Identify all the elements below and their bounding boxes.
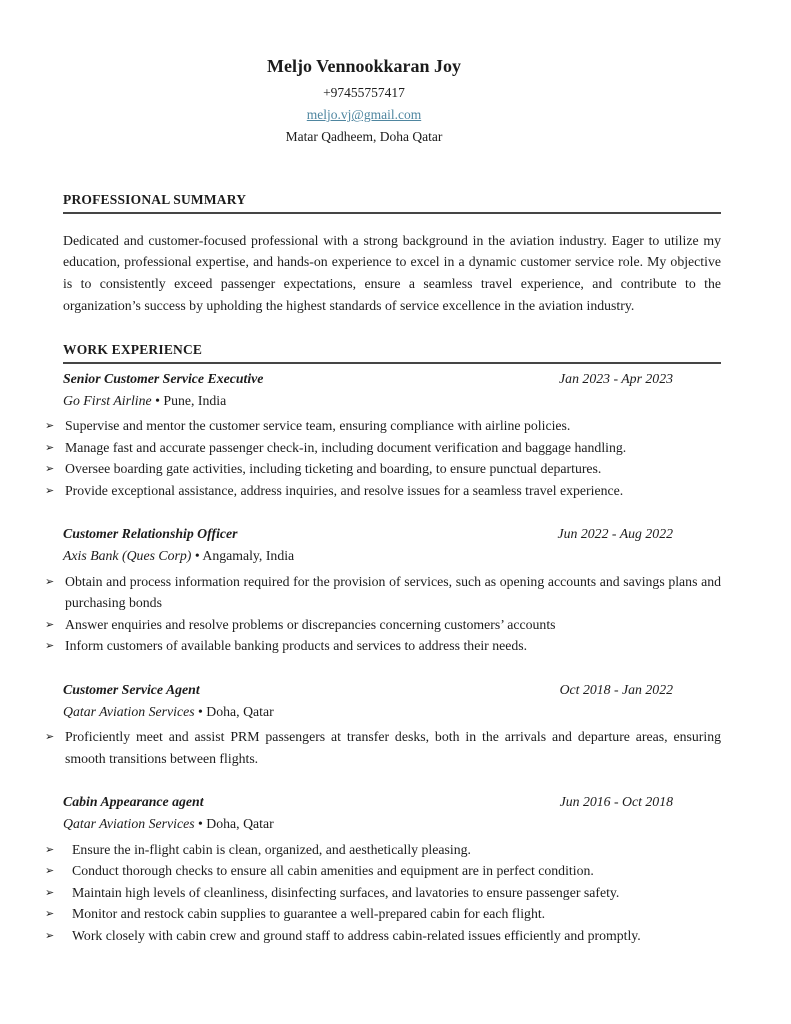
bullet-list: [45, 726, 721, 769]
bullet-item: [45, 726, 721, 769]
job-title-row: [63, 680, 721, 701]
arrow-bullet-icon: ➢: [45, 440, 55, 454]
company-name: Qatar Aviation Services: [63, 816, 195, 831]
bullet-item: [45, 903, 721, 925]
bullet-text: Supervise and mentor the customer service team, ensuring compliance with airline policies.: [65, 418, 571, 434]
arrow-bullet-icon: ➢: [45, 864, 55, 878]
job-dates: Jan 2023 - Apr 2023: [559, 371, 673, 387]
bullet-text: Maintain high levels of cleanliness, disinfecting surfaces, and lavatories to ensure passenger safety.: [72, 884, 620, 900]
arrow-bullet-icon: ➢: [45, 885, 55, 899]
bullet-text: Proficiently meet and assist PRM passengers at transfer desks, both in the arrivals and departure areas, ensuring smooth transitions between flights.: [65, 729, 721, 766]
job-company-row: [63, 391, 721, 412]
bullet-text: Ensure the in-flight cabin is clean, organized, and aesthetically pleasing.: [72, 841, 471, 857]
arrow-bullet-icon: ➢: [45, 928, 55, 942]
job-dates: Jun 2022 - Aug 2022: [557, 526, 673, 542]
address-line: Matar Qadheem, Doha Qatar: [285, 129, 443, 145]
bullet-text: Oversee boarding gate activities, including ticketing and boarding, to ensure punctual departures.: [65, 461, 602, 477]
job-title: Cabin Appearance agent: [63, 794, 204, 810]
bullet-item: [45, 458, 721, 480]
arrow-bullet-icon: ➢: [45, 419, 55, 433]
bullet-item: [45, 437, 721, 459]
bullet-item: [45, 635, 721, 657]
summary-text: Dedicated and customer-focused professional with a strong background in the aviation industry. Eager to utilize my education, professional expertise, and hands-on experience to excel in a dynamic customer service role. My objective is to consistently exceed passenger expectations, ensure a seamless travel experience, and contribute to the organization’s success by upholding the highest standards of service excellence in the aviation industry.: [63, 232, 721, 313]
experience-heading: WORK EXPERIENCE: [63, 342, 721, 364]
bullet-item: [45, 839, 721, 861]
job-entry: [45, 680, 721, 769]
company-name: Qatar Aviation Services: [63, 703, 195, 719]
bullet-text: Manage fast and accurate passenger check-in, including document verification and baggage handling.: [65, 439, 627, 455]
job-entry: [45, 524, 721, 656]
company-name: Go First Airline: [63, 392, 152, 408]
bullet-text: Conduct thorough checks to ensure all cabin amenities and equipment are in perfect condition.: [72, 863, 594, 879]
bullet-item: [45, 860, 721, 882]
arrow-bullet-icon: ➢: [45, 907, 55, 921]
bullet-text: Answer enquiries and resolve problems or discrepancies concerning customers’ accounts: [65, 616, 556, 632]
summary-heading: PROFESSIONAL SUMMARY: [63, 192, 721, 214]
bullet-text: Inform customers of available banking products and services to address their needs.: [65, 638, 528, 654]
bullet-item: [45, 415, 721, 437]
job-title: Senior Customer Service Executive: [63, 371, 264, 387]
job-location: Doha, Qatar: [206, 816, 274, 831]
work-experience-section: [45, 342, 721, 946]
email-line: [63, 104, 665, 126]
bullet-item: [45, 925, 721, 947]
job-title-row: [63, 369, 721, 390]
dot-separator: •: [198, 703, 207, 719]
job-list: [45, 369, 721, 946]
bullet-list: [45, 571, 721, 657]
professional-summary-section: [63, 192, 721, 316]
email-link[interactable]: meljo.vj@gmail.com: [306, 107, 422, 123]
job-title: Customer Relationship Officer: [63, 526, 238, 542]
job-title-row: [63, 792, 721, 813]
job-title: Customer Service Agent: [63, 681, 200, 697]
job-company-row: [63, 546, 721, 567]
bullet-text: Obtain and process information required for the provision of services, such as opening accounts and savings plans and purchasing bonds: [65, 573, 721, 611]
contact-header: [63, 55, 665, 148]
bullet-item: [45, 614, 721, 636]
company-name: Axis Bank (Ques Corp): [63, 548, 192, 564]
dot-separator: •: [194, 548, 203, 564]
job-location: Angamaly, India: [202, 548, 295, 564]
bullet-item: [45, 882, 721, 904]
job-dates: Oct 2018 - Jan 2022: [559, 681, 673, 697]
bullet-list: [45, 415, 721, 501]
job-dates: Jun 2016 - Oct 2018: [559, 794, 673, 810]
arrow-bullet-icon: ➢: [45, 462, 55, 476]
dot-separator: •: [198, 816, 207, 831]
job-company-row: [63, 814, 721, 835]
person-name: Meljo Vennookkaran Joy: [266, 56, 462, 76]
bullet-item: [45, 571, 721, 614]
job-company-row: [63, 702, 721, 723]
bullet-list: [45, 839, 721, 947]
job-location: Pune, India: [163, 392, 227, 408]
job-title-row: [63, 524, 721, 545]
bullet-text: Provide exceptional assistance, address inquiries, and resolve issues for a seamless travel experience.: [65, 482, 624, 498]
arrow-bullet-icon: ➢: [45, 483, 55, 497]
arrow-bullet-icon: ➢: [45, 574, 55, 588]
job-location: Doha, Qatar: [206, 703, 274, 719]
arrow-bullet-icon: ➢: [45, 617, 55, 631]
phone-number: +97455757417: [323, 85, 405, 101]
bullet-text: Work closely with cabin crew and ground staff to address cabin-related issues efficiently and promptly.: [72, 927, 641, 943]
bullet-item: [45, 480, 721, 502]
bullet-text: Monitor and restock cabin supplies to guarantee a well-prepared cabin for each flight.: [72, 906, 546, 922]
arrow-bullet-icon: ➢: [45, 639, 55, 653]
job-entry: [45, 792, 721, 946]
arrow-bullet-icon: ➢: [45, 842, 55, 856]
job-entry: [45, 369, 721, 501]
arrow-bullet-icon: ➢: [45, 730, 55, 744]
dot-separator: •: [155, 392, 164, 408]
